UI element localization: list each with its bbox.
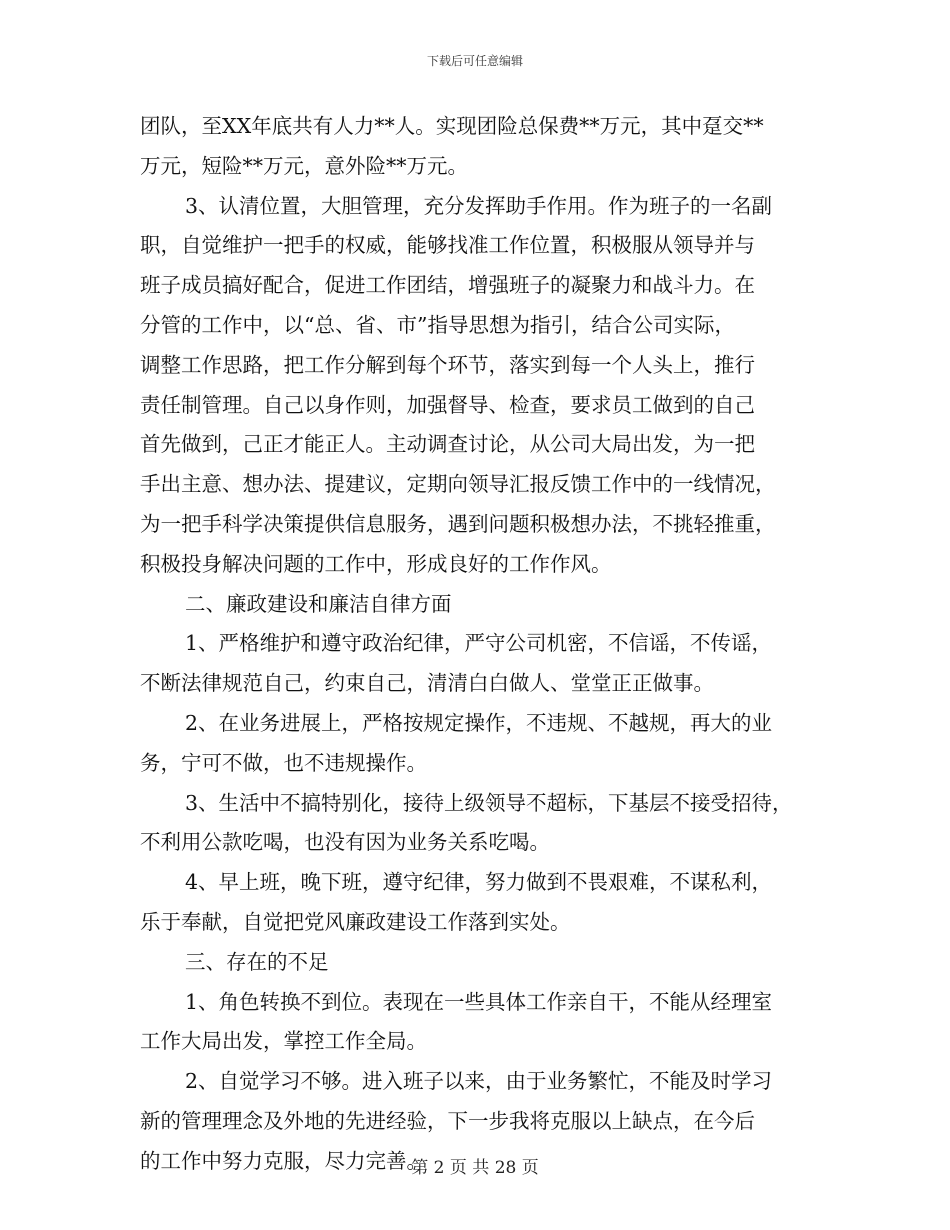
text-line: 1、角色转换不到位。表现在一些具体工作亲自干，不能从经理室 [185,989,773,1014]
text-line: 新的管理理念及外地的先进经验，下一步我将克服以上缺点，在今后 [140,1108,755,1133]
text-line: 为一把手科学决策提供信息服务，遇到问题积极想办法，不挑轻推重， [140,511,776,536]
page-footer: 第 2 页 共 28 页 [411,1158,539,1178]
text-line: 手出主意、想办法、提建议，定期向领导汇报反馈工作中的一线情况， [140,472,776,497]
text-line: 万元，短险**万元，意外险**万元。 [140,153,468,178]
text-line: 2、在业务进展上，严格按规定操作，不违规、不越规，再大的业 [185,710,773,735]
page-header: 下载后可任意编辑 [426,54,523,68]
section-heading: 三、存在的不足 [185,949,329,974]
section-heading: 二、廉政建设和廉洁自律方面 [185,591,452,616]
text-line: 务，宁可不做，也不违规操作。 [140,750,427,775]
text-line: 3、认清位置，大胆管理，充分发挥助手作用。作为班子的一名副 [185,193,773,218]
text-line: 班子成员搞好配合，促进工作团结，增强班子的凝聚力和战斗力。在 [140,273,755,298]
text-line: 1、严格维护和遵守政治纪律，严守公司机密，不信谣，不传谣， [185,631,773,656]
text-line: 责任制管理。自己以身作则，加强督导、检查，要求员工做到的自己 [140,392,755,417]
text-line: 不利用公款吃喝，也没有因为业务关系吃喝。 [140,830,550,855]
text-line: 调整工作思路，把工作分解到每个环节，落实到每一个人头上，推行 [140,352,755,377]
text-line: 乐于奉献，自觉把党风廉政建设工作落到实处。 [140,909,571,934]
text-line: 的工作中努力克服，尽力完善。 [140,1148,427,1173]
text-line: 工作大局出发，掌控工作全局。 [140,1029,427,1054]
text-line: 团队，至XX年底共有人力**人。实现团险总保费**万元，其中趸交** [140,114,764,138]
text-line: 4、早上班，晚下班，遵守纪律，努力做到不畏艰难，不谋私利， [185,870,773,895]
text-line: 分管的工作中，以“总、省、市”指导思想为指引，结合公司实际， [140,312,735,337]
text-line: 积极投身解决问题的工作中，形成良好的工作作风。 [140,551,612,576]
text-line: 3、生活中不搞特别化，接待上级领导不超标，下基层不接受招待， [185,790,793,815]
text-line: 首先做到，己正才能正人。主动调查讨论，从公司大局出发，为一把 [140,432,755,457]
body-text [140,107,825,1182]
text-line: 2、自觉学习不够。进入班子以来，由于业务繁忙，不能及时学习 [185,1069,773,1094]
text-line: 不断法律规范自己，约束自己，清清白白做人、堂堂正正做事。 [140,671,714,696]
text-line: 职，自觉维护一把手的权威，能够找准工作位置，积极服从领导并与 [140,233,755,258]
